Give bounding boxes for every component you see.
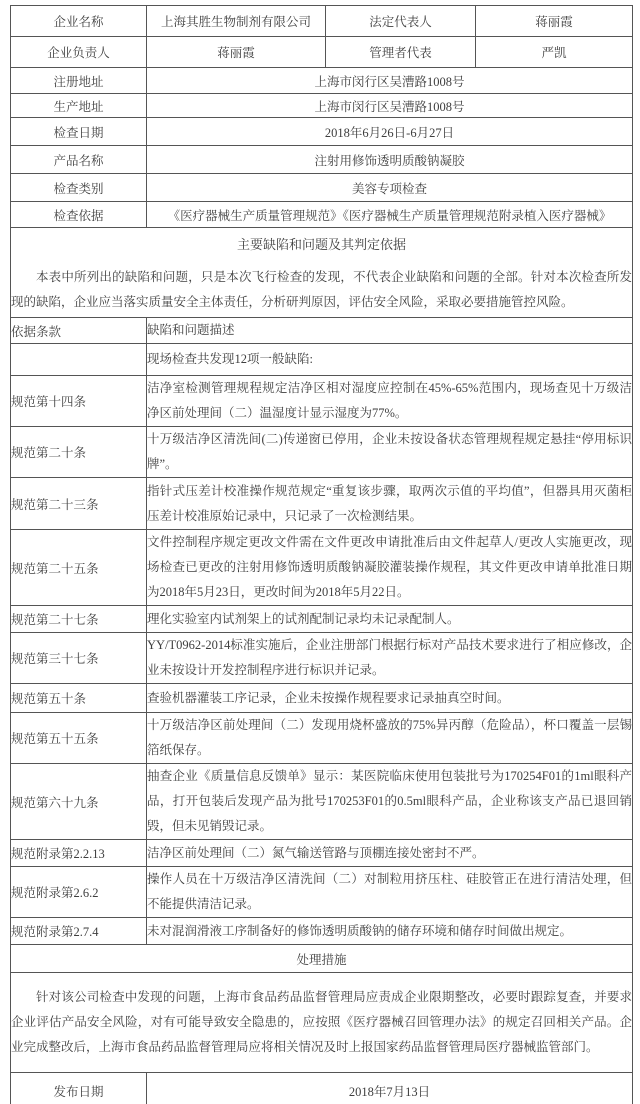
defect-clause: 规范第十四条 (11, 376, 147, 427)
measures-body-paragraph: 针对该公司检查中发现的问题，上海市食品药品监督管理局应责成企业限期整改，必要时跟踪复查，并要求企业评估产品安全风险，对有可能导致安全隐患的，应按照《医疗器械召回管理办法》的规定召回相关产品。企业完成整改后，上海市食品药品监督管理局应将相关情况及时上报国家药品监督管理局医疗器械监管部门。 (11, 990, 632, 1054)
measures-section-title: 处理措施 (11, 945, 633, 973)
defect-description: 洁净区前处理间（二）氮气输送管路与顶棚连接处密封不严。 (147, 840, 633, 867)
defect-row (11, 633, 633, 684)
defect-clause: 规范附录第2.6.2 (11, 867, 147, 918)
inspection-date-row (11, 118, 633, 146)
production-address-row (11, 94, 633, 118)
inspection-basis-value: 《医疗器械生产质量管理规范》《医疗器械生产质量管理规范附录植入医疗器械》 (147, 202, 633, 228)
defect-row (11, 918, 633, 945)
legal-representative-label: 法定代表人 (326, 6, 476, 37)
defect-row (11, 606, 633, 633)
defect-row (11, 867, 633, 918)
defect-clause: 规范第二十三条 (11, 478, 147, 530)
registered-address-row (11, 68, 633, 94)
company-name-value: 上海其胜生物制剂有限公司 (147, 6, 326, 37)
responsible-person-label: 企业负责人 (11, 37, 147, 68)
defect-clause: 规范第五十五条 (11, 713, 147, 764)
defect-row (11, 684, 633, 713)
defect-description: 操作人员在十万级洁净区清洗间（二）对制粒用挤压柱、硅胶管正在进行清洁处理，但不能提供清洁记录。 (147, 867, 633, 918)
product-name-label: 产品名称 (11, 146, 147, 174)
inspection-date-value: 2018年6月26日-6月27日 (147, 118, 633, 146)
defect-row (11, 530, 633, 606)
defect-clause: 规范附录第2.2.13 (11, 840, 147, 867)
publish-date-row (11, 1073, 633, 1104)
responsible-person-value: 蒋丽霞 (147, 37, 326, 68)
defect-row (11, 376, 633, 427)
defect-clause: 规范第二十五条 (11, 530, 147, 606)
defect-description: 抽查企业《质量信息反馈单》显示：某医院临床使用包装批号为170254F01的1ml眼科产品，打开包装后发现产品为批号170253F01的0.5ml眼科产品，企业称该支产品已退回销毁，但未见销毁记录。 (147, 764, 633, 840)
defect-clause: 规范第五十条 (11, 684, 147, 713)
inspection-type-value: 美容专项检查 (147, 174, 633, 202)
measures-body-cell (11, 973, 633, 1073)
defect-description: 指针式压差计校准操作规范规定“重复该步骤，取两次示值的平均值”，但器具用灭菌柜压差计校准原始记录中，只记录了一次检测结果。 (147, 478, 633, 530)
inspection-report-table (10, 5, 633, 1104)
clause-column-header: 依据条款 (11, 318, 147, 344)
publish-date-value: 2018年7月13日 (147, 1073, 633, 1104)
defects-section-title: 主要缺陷和问题及其判定依据 (236, 237, 406, 252)
description-column-header: 缺陷和问题描述 (147, 318, 633, 344)
inspection-type-row (11, 174, 633, 202)
defects-section-cell (11, 228, 633, 318)
defects-column-header-row (11, 318, 633, 344)
defect-clause: 规范第二十条 (11, 427, 147, 478)
production-address-label: 生产地址 (11, 94, 147, 118)
inspection-type-label: 检查类别 (11, 174, 147, 202)
publish-date-label: 发布日期 (11, 1073, 147, 1104)
defect-description: 未对混润滑液工序制备好的修饰透明质酸钠的储存环境和储存时间做出规定。 (147, 918, 633, 945)
management-rep-value: 严凯 (476, 37, 633, 68)
registered-address-value: 上海市闵行区吴漕路1008号 (147, 68, 633, 94)
defect-row (11, 427, 633, 478)
defect-clause: 规范附录第2.7.4 (11, 918, 147, 945)
defect-row (11, 764, 633, 840)
defect-description: 理化实验室内试剂架上的试剂配制记录均未记录配制人。 (147, 606, 633, 633)
defect-description: 查验机器灌装工序记录，企业未按操作规程要求记录抽真空时间。 (147, 684, 633, 713)
defect-description: YY/T0962-2014标准实施后，企业注册部门根据行标对产品技术要求进行了相应修改，企业未按设计开发控制程序进行标识并记录。 (147, 633, 633, 684)
defect-clause: 规范第二十七条 (11, 606, 147, 633)
inspection-basis-label: 检查依据 (11, 202, 147, 228)
defect-clause: 规范第三十七条 (11, 633, 147, 684)
defect-description: 十万级洁净区前处理间（二）发现用烧杯盛放的75%异丙醇（危险品），杯口覆盖一层锡箔纸保存。 (147, 713, 633, 764)
defect-row (11, 840, 633, 867)
legal-representative-value: 蒋丽霞 (476, 6, 633, 37)
defect-description: 洁净室检测管理规程规定洁净区相对湿度应控制在45%-65%范围内，现场查见十万级洁净区前处理间（二）温湿度计显示湿度为77%。 (147, 376, 633, 427)
defect-row (11, 713, 633, 764)
defect-row (11, 478, 633, 530)
defects-summary: 现场检查共发现12项一般缺陷: (147, 344, 633, 376)
registered-address-label: 注册地址 (11, 68, 147, 94)
inspection-basis-row (11, 202, 633, 228)
production-address-value: 上海市闵行区吴漕路1008号 (147, 94, 633, 118)
company-row (11, 6, 633, 37)
measures-body-row (11, 973, 633, 1073)
defect-description: 文件控制程序规定更改文件需在文件更改申请批准后由文件起草人/更改人实施更改，现场检查已更改的注射用修饰透明质酸钠凝胶灌装操作规程，其文件更改申请单批准日期为2018年5月23日，更改时间为2018年5月22日。 (147, 530, 633, 606)
company-name-label: 企业名称 (11, 6, 147, 37)
defect-description: 十万级洁净区清洗间(二)传递窗已停用，企业未按设备状态管理规程规定悬挂“停用标识牌”。 (147, 427, 633, 478)
product-name-value: 注射用修饰透明质酸钠凝胶 (147, 146, 633, 174)
management-rep-label: 管理者代表 (326, 37, 476, 68)
responsible-person-row (11, 37, 633, 68)
product-name-row (11, 146, 633, 174)
defects-section-header-row (11, 228, 633, 318)
inspection-date-label: 检查日期 (11, 118, 147, 146)
defect-clause: 规范第六十九条 (11, 764, 147, 840)
measures-header-row (11, 945, 633, 973)
empty-clause-cell (11, 344, 147, 376)
defects-summary-row (11, 344, 633, 376)
defects-intro-paragraph: 本表中所列出的缺陷和问题，只是本次飞行检查的发现，不代表企业缺陷和问题的全部。针对本次检查所发现的缺陷，企业应当落实质量安全主体责任，分析研判原因，评估安全风险，采取必要措施管控风险。 (11, 270, 632, 309)
